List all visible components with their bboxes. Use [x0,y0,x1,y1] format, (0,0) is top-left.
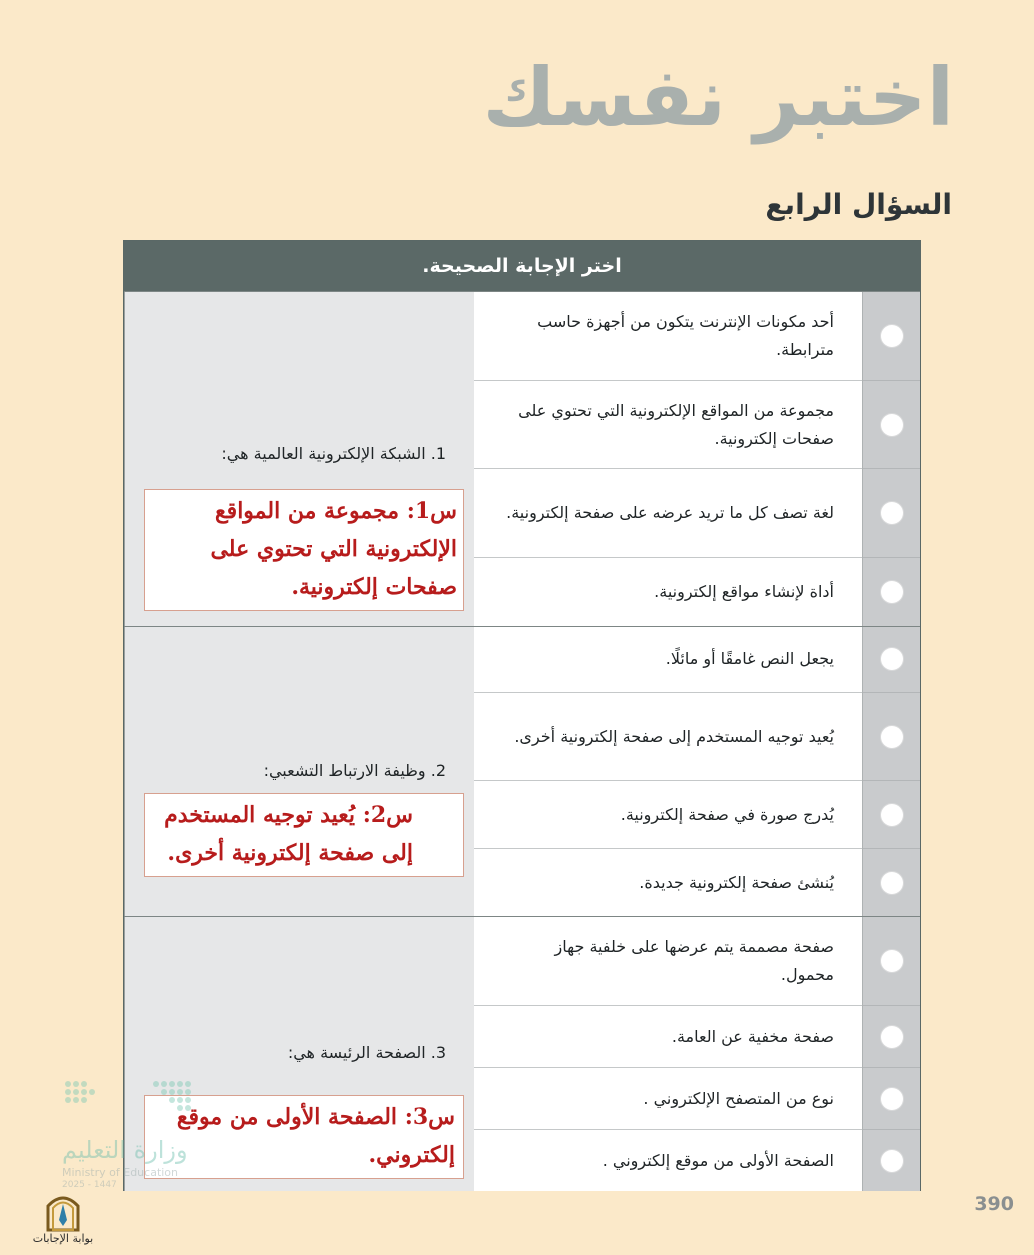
radio-button[interactable] [881,726,903,748]
ministry-logo-icon [62,1078,202,1128]
option-text: الصفحة الأولى من موقع إلكتروني . [474,1130,862,1191]
radio-button[interactable] [881,1026,903,1048]
radio-cell[interactable] [863,917,920,1006]
option-text: يُنشئ صفحة إلكترونية جديدة. [474,849,862,916]
handwritten-answer: س2: يُعيد توجيه المستخدم إلى صفحة إلكترونية أخرى. [144,793,464,877]
question-stem-cell [124,627,474,916]
handwritten-answer: س1: مجموعة من المواقع الإلكترونية التي تحتوي على صفحات إلكترونية. [144,489,464,611]
question-group-1 [124,291,920,626]
page-title: اختبر نفسك [482,51,954,144]
radio-column [862,917,920,1191]
option-text: صفحة مخفية عن العامة. [474,1006,862,1069]
radio-cell[interactable] [863,292,920,381]
radio-cell[interactable] [863,849,920,916]
option-text: يُدرج صورة في صفحة إلكترونية. [474,781,862,849]
radio-cell[interactable] [863,558,920,626]
pen-gate-icon [30,1188,96,1232]
options-column [474,917,862,1191]
question-group-3 [124,916,920,1191]
options-column [474,627,862,916]
site-logo [30,1188,96,1246]
radio-cell[interactable] [863,693,920,782]
question-group-2 [124,626,920,916]
option-text: لغة تصف كل ما تريد عرضه على صفحة إلكترونية. [474,469,862,558]
radio-column [862,292,920,626]
radio-cell[interactable] [863,381,920,470]
radio-column [862,627,920,916]
option-text: نوع من المتصفح الإلكتروني . [474,1068,862,1130]
site-logo-text: بوابة الإجابات [32,1232,94,1245]
watermark-ministry-ar: وزارة التعليم [62,1136,188,1164]
radio-button[interactable] [881,1088,903,1110]
option-text: يُعيد توجيه المستخدم إلى صفحة إلكترونية أخرى. [474,693,862,782]
radio-button[interactable] [881,648,903,670]
radio-cell[interactable] [863,1130,920,1191]
radio-button[interactable] [881,950,903,972]
option-text: صفحة مصممة يتم عرضها على خلفية جهاز محمول. [474,917,862,1006]
watermark-ministry-en: Ministry of Education [62,1166,179,1179]
quiz-table [123,240,921,1191]
instruction-header: اختر الإجابة الصحيحة. [124,241,920,291]
radio-cell[interactable] [863,627,920,693]
radio-cell[interactable] [863,781,920,849]
radio-button[interactable] [881,502,903,524]
ministry-watermark [62,1078,202,1188]
handwritten-answer: س3: الصفحة الأولى من موقع إلكتروني. [144,1095,464,1179]
radio-cell[interactable] [863,1068,920,1130]
radio-button[interactable] [881,1150,903,1172]
question-stem: 1. الشبكة الإلكترونية العالمية هي: [221,444,446,463]
question-stem-cell [124,292,474,626]
radio-cell[interactable] [863,469,920,558]
options-column [474,292,862,626]
radio-button[interactable] [881,325,903,347]
page-number: 390 [974,1193,1014,1215]
option-text: يجعل النص غامقًا أو مائلًا. [474,627,862,693]
radio-button[interactable] [881,804,903,826]
question-stem: 3. الصفحة الرئيسة هي: [287,1043,446,1062]
radio-cell[interactable] [863,1006,920,1069]
radio-button[interactable] [881,414,903,436]
option-text: أداة لإنشاء مواقع إلكترونية. [474,558,862,626]
question-stem: 2. وظيفة الارتباط التشعبي: [263,761,446,780]
watermark-year: 2025 - 1447 [62,1180,117,1190]
radio-button[interactable] [881,872,903,894]
option-text: مجموعة من المواقع الإلكترونية التي تحتوي على صفحات إلكترونية. [474,381,862,470]
option-text: أحد مكونات الإنترنت يتكون من أجهزة حاسب مترابطة. [474,292,862,381]
section-heading: السؤال الرابع [765,188,952,221]
radio-button[interactable] [881,581,903,603]
